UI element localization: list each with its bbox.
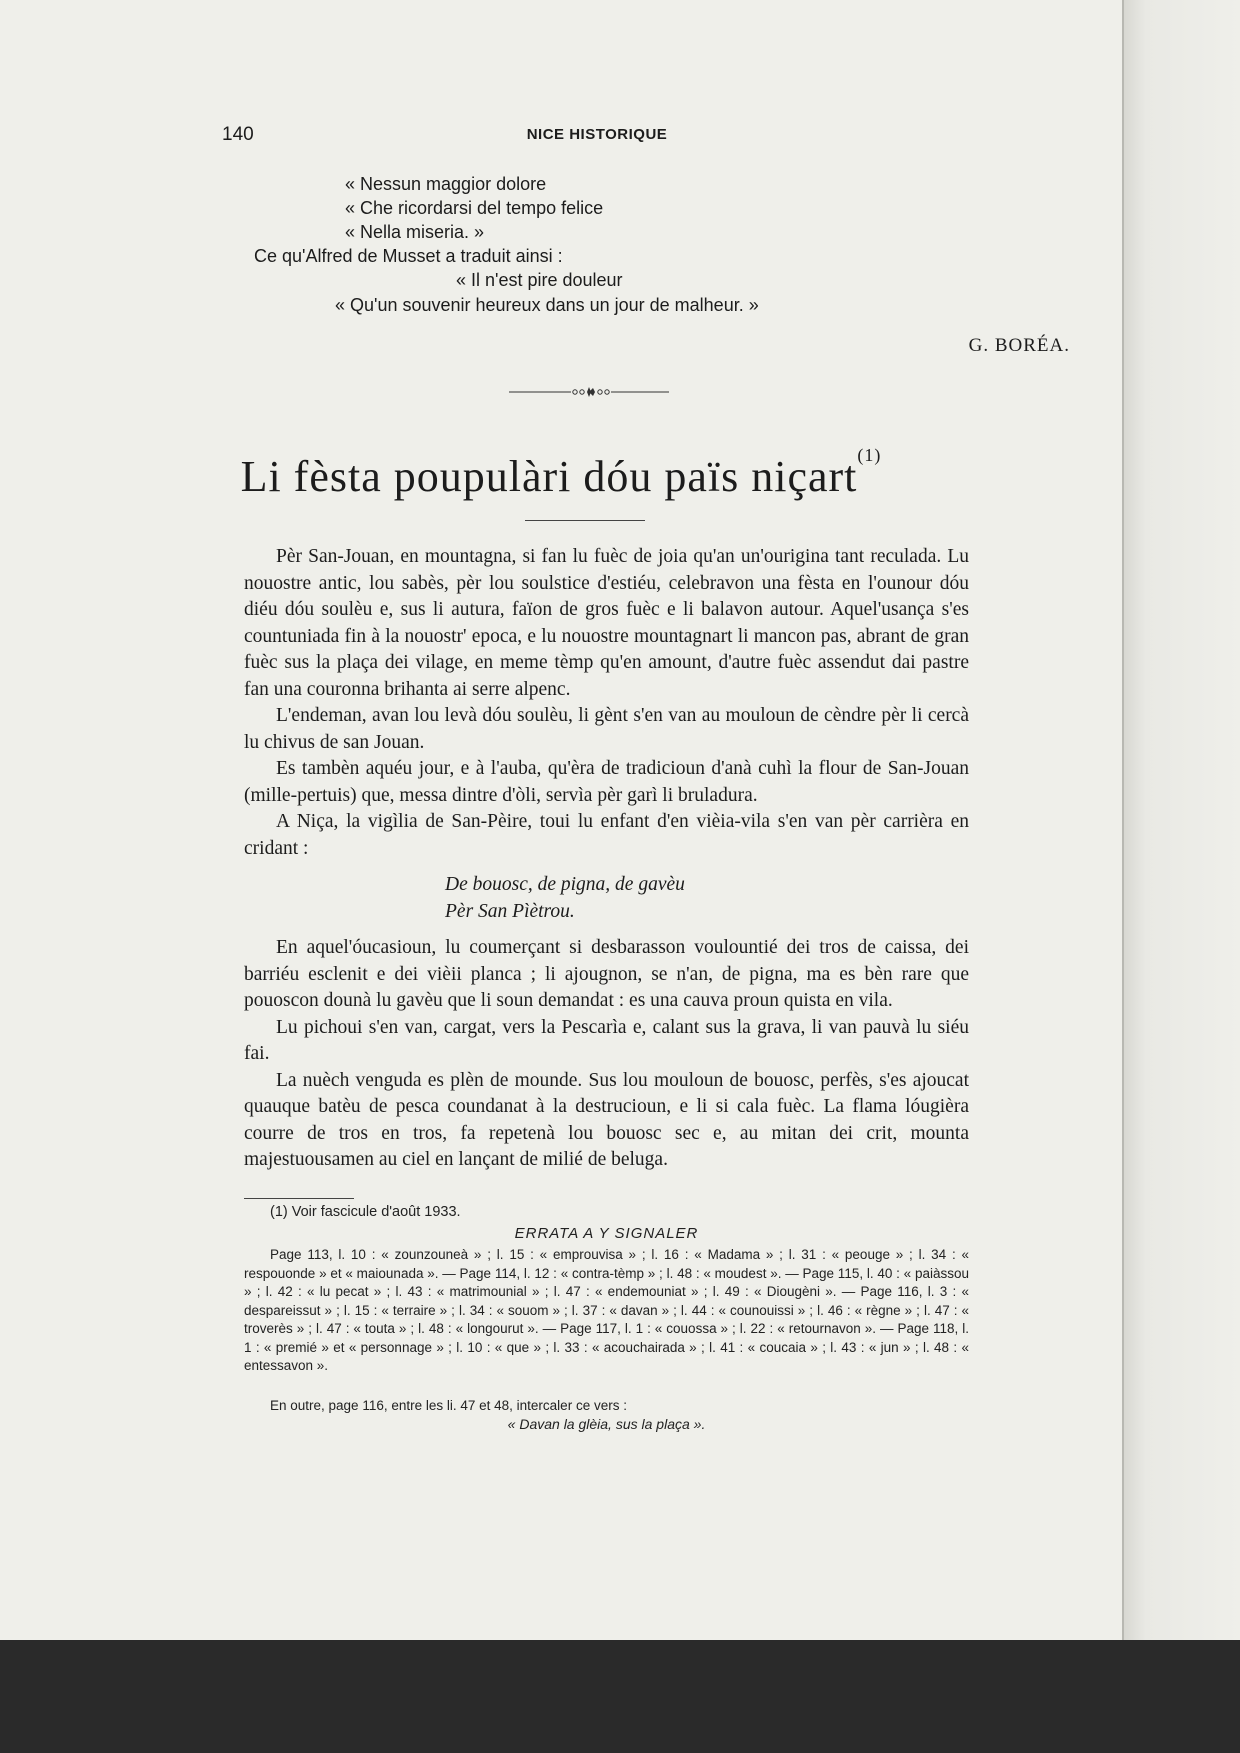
paragraph: En aquel'óucasioun, lu coumerçant si desbarasson voulountié dei tros de caissa, dei barriéu esclenit e dei vièii planca ; li ajougnon, se n'an, de pigna, ma es bèn rare que pouoscon dounà lu gavèu que li soun demandat : es una cauva proun quista en vila. <box>244 937 969 1011</box>
running-title: NICE HISTORIQUE <box>526 126 668 143</box>
verse-line: Ce qu'Alfred de Musset a traduit ainsi : <box>254 246 563 266</box>
paragraph: Es tambèn aquéu jour, e à l'auba, qu'èra de tradicioun d'anà cuhì la flour de San-Jouan (mille-pertuis) que, messa dintre d'òli, servìa pèr garì li bruladura. <box>244 758 969 806</box>
verse-line: « Nella miseria. » <box>345 222 485 242</box>
errata-title: ERRATA A Y SIGNALER <box>514 1225 699 1242</box>
footnote-marker: (1) <box>857 445 882 465</box>
verse-line: « Che ricordarsi del tempo felice <box>345 198 604 218</box>
article-title <box>0 445 1122 502</box>
verse-line: « Nessun maggior dolore <box>345 174 547 194</box>
verse-line: « Qu'un souvenir heureux dans un jour de malheur. » <box>335 295 759 315</box>
errata-addition-verse: « Davan la glèia, sus la plaça ». <box>507 1416 706 1432</box>
errata-addition: En outre, page 116, entre les li. 47 et 48, intercaler ce vers : <box>270 1398 627 1413</box>
title-rule <box>525 520 645 521</box>
article-body <box>244 544 969 1174</box>
verse-line: « Il n'est pire douleur <box>456 270 623 290</box>
paragraph: Pèr San-Jouan, en mountagna, si fan lu fuèc de joia qu'an un'ourigina tant reculada. Lu nouostre antic, lou sabès, pèr lou soulstice d'estiéu, celebravon una fèsta en l'ounour dóu diéu dóu soulèu e, sus li autura, faïon de gros fuèc e li balavon autour. Aquel'usança s'es countuniada fin à la nouostr' epoca, e lu nouostre mountagnart li mancon pas, abrant de gran fuèc sus la plaça dei vilage, en meme tèmp qu'en amount, d'autre fuèc assendut dai pastre fan una couronna brihanta ai serre alpenc. <box>244 546 969 700</box>
paragraph: La nuèch venguda es plèn de mounde. Sus lou mouloun de bouosc, perfès, s'es ajoucat quauque batèu de pesca coundanat à la destrucioun, e li si cala fuèc. La flama lóugièra courre de tros en tros, fa repetenà lou bouosc sec e, au mitan dei crit, mounta majestuousamen au ciel en lançant de milié de beluga. <box>244 1069 969 1170</box>
paragraph: Lu pichoui s'en van, cargat, vers la Pescarìa e, calant sus la grava, li van pauvà lu siéu fai. <box>244 1016 969 1064</box>
page-fold-line <box>1122 0 1124 1640</box>
page-header <box>222 124 972 148</box>
author-signature: G. BORÉA. <box>968 335 1070 356</box>
scan-background <box>0 1640 1240 1753</box>
page-number: 140 <box>222 124 254 145</box>
paragraph: L'endeman, avan lou levà dóu soulèu, li gènt s'en van au mouloun de cèndre pèr li cercà lu chivus de san Jouan. <box>244 705 969 753</box>
paragraph: A Niça, la vigìlia de San-Pèire, toui lu enfant d'en vièia-vila s'en van pèr carrièra en cridant : <box>244 811 969 859</box>
next-page-edge <box>1122 0 1240 1680</box>
footnote-rule <box>244 1198 354 1199</box>
errata-text: Page 113, l. 10 : « zounzouneà » ; l. 15 : « emprouvisa » ; l. 16 : « Madama » ; l. 31 : « peouge » ; l. 34 : « respouonde » et « maiounada ». — Page 114, l. 12 : « contra-tèmp » ; l. 48 : « moudest ». — Page 115, l. 40 : « paiàssou » ; l. 42 : « lu pecat » ; l. 43 : « matrimounial » ; l. 47 : « endemouniat » ; l. 49 : « Diougèni ». — Page 116, l. 3 : « despareissut » ; l. 15 : « terraire » ; l. 34 : « souom » ; l. 37 : « davan » ; l. 44 : « counouissi » ; l. 46 : « règne » ; l. 47 : « troverès » ; l. 47 : « touta » ; l. 48 : « longourut ». — Page 117, l. 1 : « couossa » ; l. 22 : « retournavon ». — Page 118, l. 1 : « premié » et « personnage » ; l. 10 : « que » ; l. 33 : « acouchairada » ; l. 41 : « coucaia » ; l. 43 : « jun » ; l. 48 : « entessavon ». <box>244 1247 969 1373</box>
footnote: (1) Voir fascicule d'août 1933. <box>270 1204 461 1220</box>
quote-line: Pèr San Pìètrou. <box>445 900 575 922</box>
article-title-text: Li fèsta poupulàri dóu païs niçart <box>240 452 858 501</box>
ornament-divider <box>509 385 669 399</box>
quote-line: De bouosc, de pigna, de gavèu <box>445 874 685 895</box>
